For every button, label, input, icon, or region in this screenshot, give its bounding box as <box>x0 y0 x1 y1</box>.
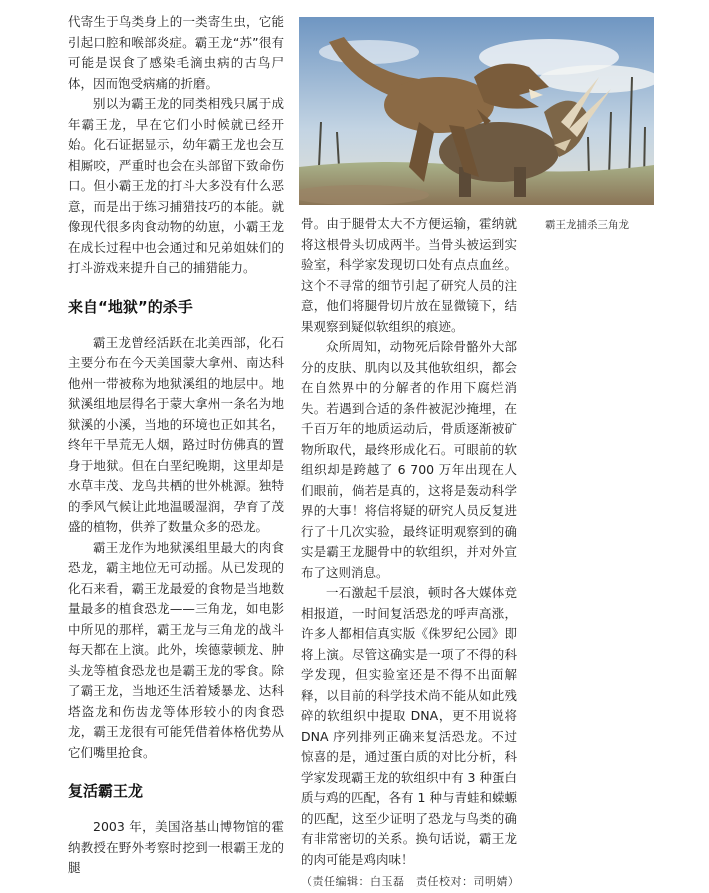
paragraph: 2003 年，美国洛基山博物馆的霍纳教授在野外考察时挖到一根霸王龙的腿 <box>68 819 284 875</box>
paragraph: 骨。由于腿骨太大不方便运输，霍纳就将这根骨头切成两半。当骨头被运到实验室，科学家发现切口处有点点血丝。这个不寻常的细节引起了研究人员的注意，他们将腿骨切片放在显微镜下，结果观察到疑似软组织的痕迹。 <box>301 216 517 334</box>
section-heading-revive-trex: 复活霸王龙 <box>68 782 144 800</box>
editor-credit: （责任编辑：白玉磊 责任校对：司明婧） <box>301 875 520 888</box>
section-heading-hell-killer: 来自“地狱”的杀手 <box>68 297 193 316</box>
article-column-right <box>301 214 520 893</box>
trex-triceratops-illustration <box>299 17 654 205</box>
paragraph: 霸王龙曾经活跃在北美西部，化石主要分布在今天美国蒙大拿州、南达科他州一带被称为地狱溪组的地层中。地狱溪组地层得名于蒙大拿州一条名为地狱溪的小溪，当地的环境也正如其名，终年干旱荒无人烟，路过时仿佛真的置身于地狱。但在白垩纪晚期，这里却是水草丰茂、龙鸟共栖的世外桃源。独特的季风气候让此地温暖湿润，孕育了茂盛的植物，供养了数量众多的恐龙。 <box>68 334 284 534</box>
paragraph: 一石激起千层浪，顿时各大媒体竞相报道，一时间复活恐龙的呼声高涨，许多人都相信真实版《侏罗纪公园》即将上演。尽管这确实是一项了不得的科学发现，但实验室还是不得不出面解释，以目前的科学技术尚不能从如此残碎的软组织中提取 DNA，更不用说将 DNA 序列排列正确来复活恐龙。不过惊喜的是，通过蛋白质的对比分析，科学家发现霸王龙的软组织中有 3 种蛋白质与鸡的匹配，各有 1 种与青蛙和蝾螈的匹配，这至少证明了恐龙与鸟类的确有非常密切的关系。换句话说，霸王龙的肉可能是鸡肉味！ <box>301 585 517 867</box>
paragraph: 众所周知，动物死后除骨骼外大部分的皮肤、肌肉以及其他软组织，都会在自然界中的分解者的作用下腐烂消失。若遇到合适的条件被泥沙掩埋，在千百万年的地质运动后，骨质逐渐被矿物所取代，最终形成化石。可眼前的软组织却是跨越了 6 700 万年出现在人们眼前，倘若是真的，这将是轰动科学界的大事！将信将疑的研究人员反复进行了十几次实验，最终证明观察到的确实是霸王龙腿骨中的软组织，并对外宣布了这则消息。 <box>301 339 517 580</box>
paragraph: 代寄生于鸟类身上的一类寄生虫，它能引起口腔和喉部炎症。霸王龙“苏”很有可能是误食了感染毛滴虫病的古鸟尸体，因而饱受病痛的折磨。 <box>68 14 284 91</box>
figure-caption: 霸王龙捕杀三角龙 <box>545 219 629 231</box>
paragraph: 别以为霸王龙的同类相残只属于成年霸王龙，早在它们小时候就已经开始。化石证据显示，幼年霸王龙也会互相厮咬，严重时也会在头部留下致命伤口。但小霸王龙的打斗大多没有什么恶意，而是出于练习捕猎技巧的本能。就像现代很多肉食动物的幼崽，小霸王龙在成长过程中也会通过和兄弟姐妹们的打斗游戏来提升自己的捕猎能力。 <box>68 96 284 275</box>
paragraph: 霸王龙作为地狱溪组里最大的肉食恐龙，霸主地位无可动摇。从已发现的化石来看，霸王龙最爱的食物是当地数量最多的植食恐龙——三角龙，如电影中所见的那样，霸王龙与三角龙的战斗每天都在上演。此外，埃德蒙顿龙、肿头龙等植食恐龙也是霸王龙的零食。除了霸王龙，当地还生活着矮暴龙、达科塔盗龙和伤齿龙等体形较小的肉食恐龙，霸王龙很有可能凭借着体格优势从它们嘴里抢食。 <box>68 539 284 760</box>
article-column-left <box>68 12 284 879</box>
